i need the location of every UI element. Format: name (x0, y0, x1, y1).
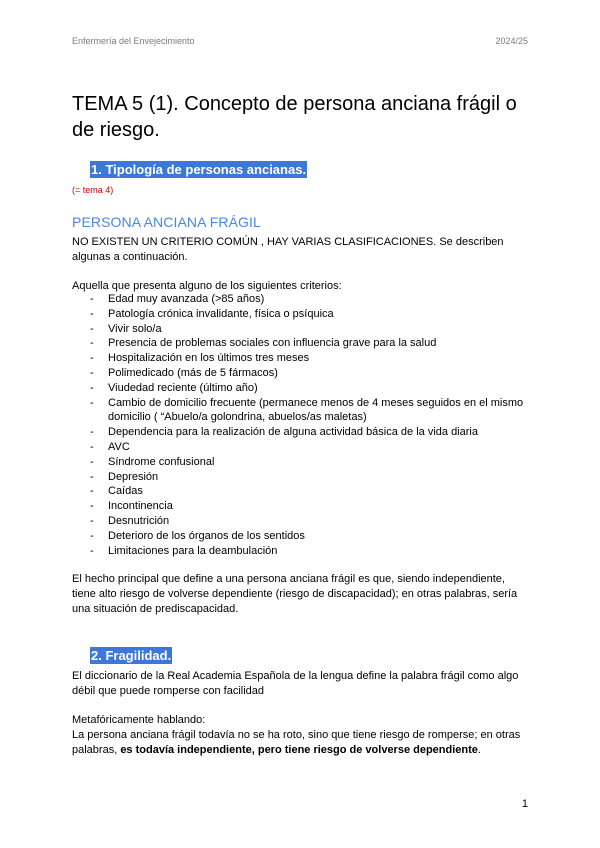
fragil-heading: PERSONA ANCIANA FRÁGIL (72, 214, 261, 230)
section-1-note: (= tema 4) (72, 185, 114, 195)
metaphor-text: La persona anciana frágil todavía no se ha roto, sino que tiene riesgo de romperse; en otras palabras, (72, 729, 521, 756)
criteria-item-text: Presencia de problemas sociales con influencia grave para la salud (108, 337, 437, 350)
section-1-heading (90, 162, 307, 178)
criteria-item-text: Vivir solo/a (108, 322, 162, 335)
criteria-item-text: Viudedad reciente (último año) (108, 381, 258, 394)
criteria-item-text: Desnutrición (108, 514, 170, 527)
list-bullet: - (90, 337, 94, 350)
list-bullet: - (90, 485, 94, 498)
criteria-item (72, 336, 528, 351)
header-course-name: Enfermería del Envejecimiento (72, 36, 195, 46)
metaphor-paragraph (72, 728, 528, 758)
list-bullet: - (90, 352, 94, 365)
list-bullet: - (90, 322, 94, 335)
fragil-intro: NO EXISTEN UN CRITERIO COMÚN , HAY VARIAS CLASIFICACIONES. Se describen algunas a continuación. (72, 236, 504, 263)
criteria-item-text: Cambio de domicilio frecuente (permanece menos de 4 meses seguidos en el mismo domicilio ( “Abuelo/a golondrina, abuelos/as maletas) (108, 396, 524, 424)
rae-definition: El diccionario de la Real Academia Española de la lengua define la palabra frágil como algo débil que puede romperse con facilidad (72, 670, 519, 697)
principal-paragraph: El hecho principal que define a una persona anciana frágil es que, siendo independiente, tiene alto riesgo de volverse dependiente (riesgo de discapacidad); en otras palabras, sería una situación de prediscapacidad. (72, 573, 518, 615)
criteria-item-text: Hospitalización en los últimos tres meses (108, 352, 310, 365)
criteria-item (72, 425, 528, 440)
page-header (72, 36, 528, 50)
list-bullet: - (90, 293, 94, 305)
criteria-item (72, 529, 528, 544)
criteria-item-text: Caídas (108, 485, 143, 498)
criteria-item-text: Incontinencia (108, 500, 173, 513)
list-bullet: - (90, 529, 94, 542)
list-bullet: - (90, 366, 94, 379)
section-1-heading-text: 1. Tipología de personas ancianas. (91, 162, 307, 177)
criteria-item (72, 455, 528, 470)
list-bullet: - (90, 455, 94, 468)
criteria-item (72, 322, 528, 337)
list-bullet: - (90, 514, 94, 527)
criteria-item (72, 307, 528, 322)
page-number: 1 (521, 798, 528, 810)
criteria-item (72, 292, 528, 307)
criteria-item (72, 440, 528, 455)
criteria-item (72, 366, 528, 381)
list-bullet: - (90, 544, 94, 557)
metaphor-bold-text: es todavía independiente, pero tiene riesgo de volverse dependiente (120, 743, 478, 756)
criteria-item-text: AVC (108, 440, 130, 453)
criteria-item-text: Polimedicado (más de 5 fármacos) (108, 366, 278, 379)
criteria-item-text: Patología crónica invalidante, física o psíquica (108, 307, 334, 320)
criteria-item-text: Edad muy avanzada (>85 años) (108, 293, 265, 305)
criteria-item (72, 351, 528, 366)
section-2-heading (90, 648, 172, 664)
criteria-item-text: Limitaciones para la deambulación (108, 544, 278, 557)
list-bullet: - (90, 381, 94, 394)
criteria-item (72, 544, 528, 559)
list-bullet: - (90, 307, 94, 320)
criteria-item (72, 499, 528, 514)
criteria-list (72, 292, 528, 558)
criteria-item-text: Depresión (108, 470, 159, 483)
criteria-item-text: Dependencia para la realización de alguna actividad básica de la vida diaria (108, 426, 478, 439)
list-bullet: - (90, 470, 94, 483)
criteria-intro: Aquella que presenta alguno de los siguientes criterios: (72, 280, 342, 292)
criteria-item-text: Síndrome confusional (108, 455, 215, 468)
metaphor-label: Metafóricamente hablando: (72, 714, 206, 726)
list-bullet: - (90, 396, 94, 409)
document-title: TEMA 5 (1). Concepto de persona anciana frágil o de riesgo. (72, 93, 517, 141)
criteria-item (72, 470, 528, 485)
criteria-item (72, 484, 528, 499)
criteria-item-text: Deterioro de los órganos de los sentidos (108, 529, 305, 542)
criteria-item (72, 396, 528, 426)
section-2-heading-text: 2. Fragilidad. (91, 648, 172, 663)
list-bullet: - (90, 440, 94, 453)
list-bullet: - (90, 426, 94, 439)
criteria-item (72, 381, 528, 396)
header-year: 2024/25 (495, 36, 528, 46)
criteria-item (72, 514, 528, 529)
metaphor-end: . (477, 743, 481, 756)
list-bullet: - (90, 500, 94, 513)
